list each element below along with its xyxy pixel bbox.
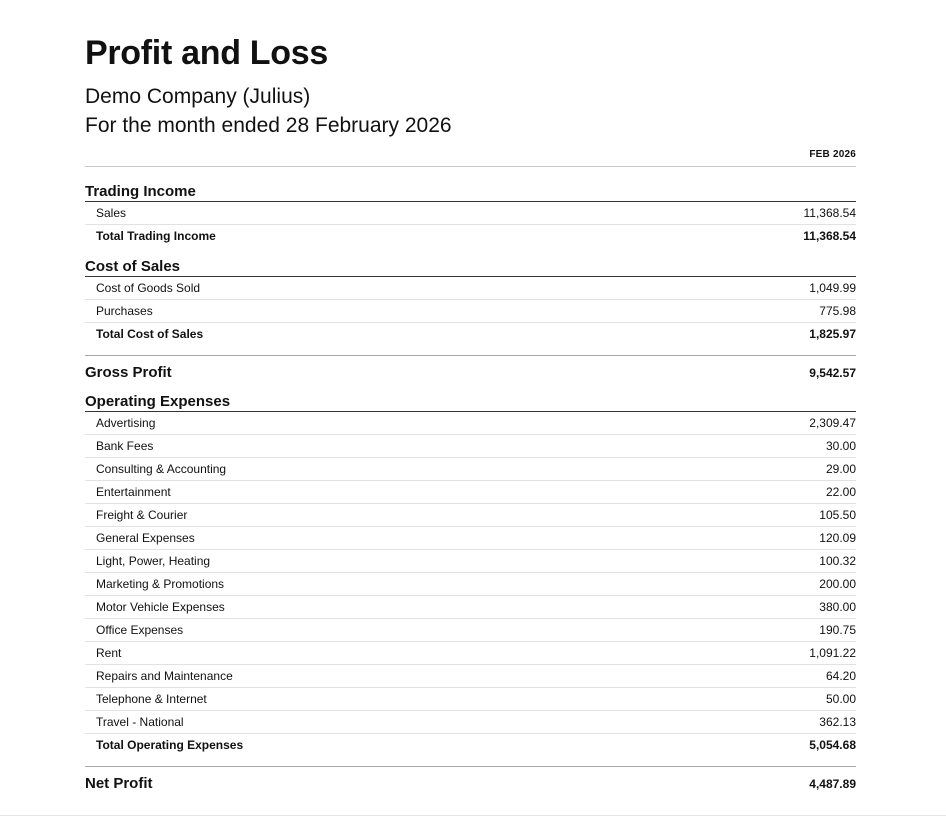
row-label: Office Expenses	[96, 623, 184, 637]
total-amount: 5,054.68	[809, 738, 856, 752]
page-bottom-divider	[0, 815, 946, 816]
row-label: Consulting & Accounting	[96, 462, 227, 476]
total-label: Total Cost of Sales	[96, 327, 204, 341]
row-label: Motor Vehicle Expenses	[96, 600, 225, 614]
section-title-cost-of-sales: Cost of Sales	[85, 258, 856, 277]
row-label: Rent	[96, 646, 122, 660]
table-row	[85, 573, 856, 596]
row-amount: 2,309.47	[809, 416, 856, 430]
row-amount: 29.00	[825, 462, 856, 476]
total-label: Total Operating Expenses	[96, 738, 244, 752]
table-row	[85, 412, 856, 435]
net-profit-label: Net Profit	[85, 775, 153, 792]
row-label: Telephone & Internet	[96, 692, 207, 706]
section-title-trading-income: Trading Income	[85, 183, 856, 202]
table-row	[85, 642, 856, 665]
row-label: General Expenses	[96, 531, 195, 545]
row-amount: 200.00	[819, 577, 856, 591]
table-row	[85, 711, 856, 734]
row-amount: 120.09	[819, 531, 856, 545]
row-amount: 64.20	[825, 669, 856, 683]
total-row-trading-income	[85, 225, 856, 247]
net-profit-amount: 4,487.89	[809, 777, 856, 791]
row-label: Purchases	[96, 304, 153, 318]
table-row	[85, 435, 856, 458]
section-title-operating-expenses: Operating Expenses	[85, 393, 856, 412]
row-amount: 1,091.22	[809, 646, 856, 660]
table-row	[85, 481, 856, 504]
row-amount: 22.00	[825, 485, 856, 499]
report-period: For the month ended 28 February 2026	[85, 114, 452, 137]
total-amount: 11,368.54	[803, 229, 856, 243]
table-row	[85, 550, 856, 573]
table-row	[85, 665, 856, 688]
row-amount: 105.50	[819, 508, 856, 522]
row-amount: 1,049.99	[809, 281, 856, 295]
table-row	[85, 527, 856, 550]
table-row	[85, 688, 856, 711]
row-label: Entertainment	[96, 485, 171, 499]
table-row	[85, 458, 856, 481]
row-amount: 190.75	[819, 623, 856, 637]
table-row	[85, 202, 856, 225]
table-row	[85, 277, 856, 300]
row-amount: 775.98	[819, 304, 856, 318]
gross-profit-amount: 9,542.57	[809, 366, 856, 380]
gross-profit-row	[85, 355, 856, 390]
table-row	[85, 596, 856, 619]
report-title: Profit and Loss	[85, 34, 328, 72]
profit-and-loss-report	[85, 30, 856, 801]
column-header-row	[85, 147, 856, 167]
row-label: Sales	[96, 206, 127, 220]
row-label: Marketing & Promotions	[96, 577, 225, 591]
row-amount: 50.00	[825, 692, 856, 706]
period-column-header: FEB 2026	[809, 149, 856, 160]
row-label: Bank Fees	[96, 439, 154, 453]
table-row	[85, 300, 856, 323]
table-row	[85, 504, 856, 527]
row-label: Repairs and Maintenance	[96, 669, 233, 683]
row-amount: 380.00	[819, 600, 856, 614]
table-row	[85, 619, 856, 642]
total-row-cost-of-sales	[85, 323, 856, 345]
company-name: Demo Company (Julius)	[85, 85, 311, 108]
row-label: Advertising	[96, 416, 156, 430]
row-label: Cost of Goods Sold	[96, 281, 201, 295]
gross-profit-label: Gross Profit	[85, 364, 172, 381]
total-label: Total Trading Income	[96, 229, 216, 243]
row-amount: 11,368.54	[803, 206, 856, 220]
net-profit-row	[85, 766, 856, 801]
row-label: Travel - National	[96, 715, 184, 729]
total-amount: 1,825.97	[809, 327, 856, 341]
row-amount: 362.13	[819, 715, 856, 729]
row-amount: 100.32	[819, 554, 856, 568]
row-label: Freight & Courier	[96, 508, 188, 522]
row-label: Light, Power, Heating	[96, 554, 211, 568]
total-row-operating-expenses	[85, 734, 856, 756]
row-amount: 30.00	[825, 439, 856, 453]
